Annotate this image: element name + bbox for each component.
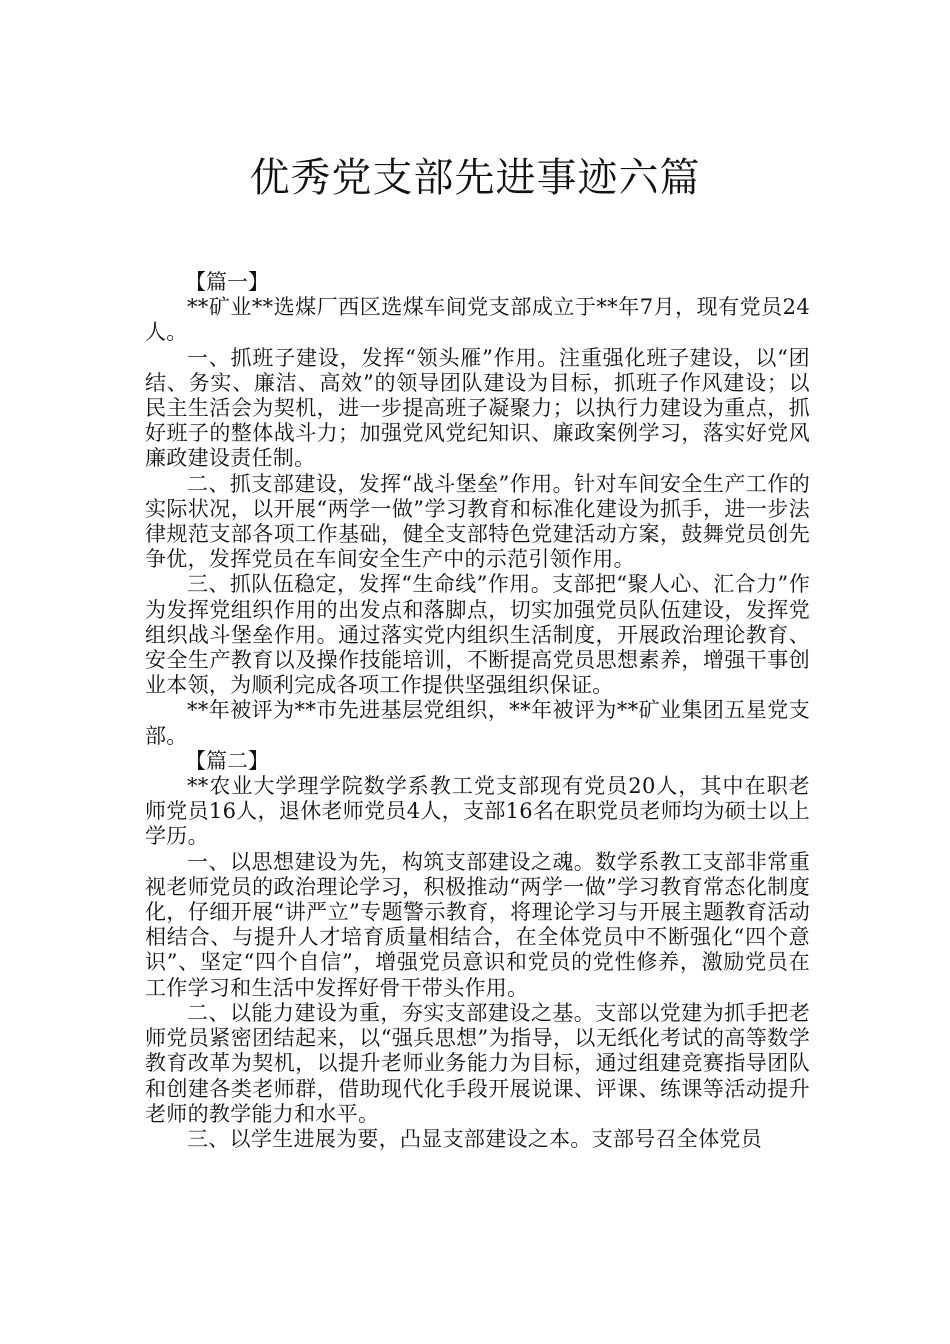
document-body	[145, 270, 810, 1152]
section-heading: 【篇二】	[185, 748, 269, 773]
paragraph: 三、抓队伍稳定，发挥“生命线”作用。支部把“聚人心、汇合力”作为发挥党组织作用的出发点和落脚点，切实加强党员队伍建设，发挥党组织战斗堡垒作用。通过落实党内组织生活制度，开展政治理论教育、安全生产教育以及操作技能培训，不断提高党员思想素养，增强干事创业本领，为顺利完成各项工作提供坚强组织保证。	[145, 572, 810, 698]
section-1	[145, 270, 810, 749]
paragraph: 三、以学生进展为要，凸显支部建设之本。支部号召全体党员	[187, 1126, 763, 1151]
paragraph: **农业大学理学院数学系教工党支部现有党员20人，其中在职老师党员16人，退休老师党员4人，支部16名在职党员老师均为硕士以上学历。	[145, 774, 810, 849]
paragraph: 二、抓支部建设，发挥“战斗堡垒”作用。针对车间安全生产工作的实际状况，以开展“两学一做”学习教育和标准化建设为抓手，进一步法律规范支部各项工作基础，健全支部特色党建活动方案，鼓舞党员创先争优，发挥党员在车间安全生产中的示范引领作用。	[145, 471, 810, 572]
paragraph: 二、以能力建设为重，夯实支部建设之基。支部以党建为抓手把老师党员紧密团结起来，以“强兵思想”为指导，以无纸化考试的高等数学教育改革为契机，以提升老师业务能力为目标，通过组建竞赛指导团队和创建各类老师群，借助现代化手段开展说课、评课、练课等活动提升老师的教学能力和水平。	[145, 1000, 810, 1126]
paragraph: **年被评为**市先进基层党组织，**年被评为**矿业集团五星党支部。	[145, 698, 810, 748]
paragraph: 一、抓班子建设，发挥“领头雁”作用。注重强化班子建设，以“团结、务实、廉洁、高效”的领导团队建设为目标，抓班子作风建设；以民主生活会为契机，进一步提高班子凝聚力；以执行力建设为重点，抓好班子的整体战斗力；加强党风党纪知识、廉政案例学习，落实好党风廉政建设责任制。	[145, 345, 810, 471]
document-title: 优秀党支部先进事迹六篇	[249, 154, 701, 201]
paragraph: **矿业**选煤厂西区选煤车间党支部成立于**年7月，现有党员24人。	[145, 295, 810, 345]
paragraph: 一、以思想建设为先，构筑支部建设之魂。数学系教工支部非常重视老师党员的政治理论学习，积极推动“两学一做”学习教育常态化制度化，仔细开展“讲严立”专题警示教育，将理论学习与开展主题教育活动相结合、与提升人才培育质量相结合，在全体党员中不断强化“四个意识”、坚定“四个自信”，增强党员意识和党员的党性修养，激励党员在工作学习和生活中发挥好骨干带头作用。	[145, 849, 810, 1000]
section-2	[145, 749, 810, 1152]
section-heading: 【篇一】	[185, 270, 269, 294]
